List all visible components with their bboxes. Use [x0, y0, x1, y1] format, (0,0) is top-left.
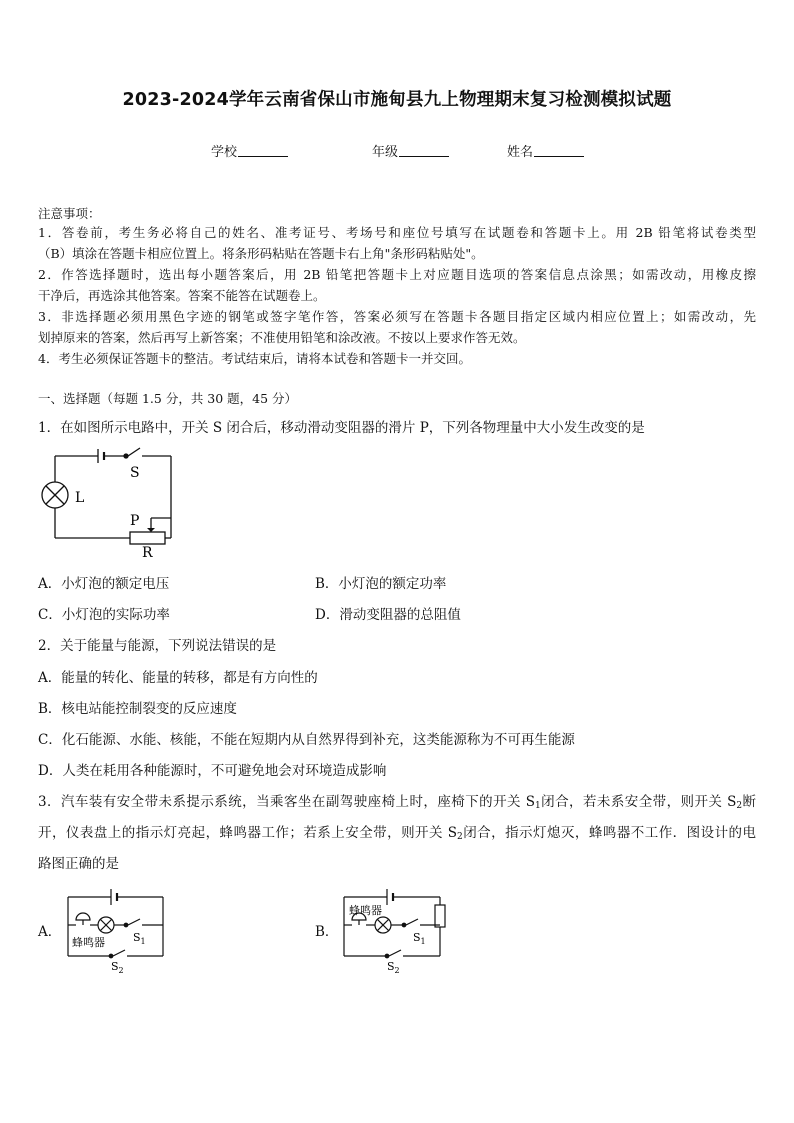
q1-option-a: A．小灯泡的额定电压: [38, 576, 170, 592]
grade-blank: [399, 144, 449, 157]
name-field: [507, 141, 584, 160]
switch-s2-label: $S_2$: [111, 960, 124, 975]
name-blank: [534, 144, 584, 157]
question-2-stem: 2．关于能量与能源，下列说法错误的是: [38, 638, 277, 654]
school-blank: [238, 144, 288, 157]
subscript: 2: [736, 801, 743, 811]
buzzer-label: 蜂鸣器: [349, 904, 382, 917]
subscript: 1: [534, 801, 541, 811]
notice-line: （B）填涂在答题卡相应位置上。将条形码粘贴在答题卡右上角"条形码粘贴处"。: [38, 246, 484, 261]
question-3-line-2: 开，仪表盘上的指示灯亮起，蜂鸣器工作；若系上安全带，则开关 $S_2$闭合，指示灯熄灭，蜂鸣器不工作．图设计的电: [38, 825, 757, 842]
switch-s-label: S: [130, 465, 140, 481]
school-label: 学校: [211, 145, 238, 160]
q1-option-c: C．小灯泡的实际功率: [38, 607, 170, 623]
switch-s1-label: $S_1$: [133, 931, 146, 946]
grade-field: [372, 141, 449, 160]
notice-line: 4．考生必须保证答题卡的整洁。考试结束后，请将本试卷和答题卡一并交回。: [38, 351, 471, 366]
q1-circuit-diagram: [38, 447, 178, 562]
question-3-line-3: 路图正确的是: [38, 856, 119, 872]
question-3-line-1: 3．汽车装有安全带未系提示系统，当乘客坐在副驾驶座椅上时，座椅下的开关 $S_1$闭合，若未系安全带，则开关 $S_2$断: [38, 794, 757, 811]
lamp-l-label: L: [75, 490, 85, 506]
rheostat-r-label: R: [142, 545, 153, 561]
page-title: 2023-2024学年云南省保山市施甸县九上物理期末复习检测模拟试题: [122, 90, 672, 110]
name-label: 姓名: [507, 145, 534, 160]
slider-p-label: P: [130, 513, 140, 529]
switch-s2-label: $S_2$: [387, 960, 400, 975]
buzzer-label: 蜂鸣器: [72, 936, 105, 949]
q2-option-b: B．核电站能控制裂变的反应速度: [38, 701, 237, 717]
q1-option-b: B．小灯泡的额定功率: [315, 576, 447, 592]
section-heading: 一、选择题（每题 1.5 分，共 30 题，45 分）: [38, 391, 298, 406]
q2-option-d: D．人类在耗用各种能源时，不可避免地会对环境造成影响: [38, 763, 387, 779]
subscript: 2: [457, 832, 463, 842]
grade-label: 年级: [372, 145, 399, 160]
q3-circuit-b: [340, 883, 450, 975]
notice-line: 3．非选择题必须用黑色字迹的钢笔或签字笔作答，答案必须写在答题卡各题目指定区域内相应位置上；如需改动，先: [38, 309, 756, 324]
notice-line: 1．答卷前，考生务必将自己的姓名、准考证号、考场号和座位号填写在试题卷和答题卡上。用 2B 铅笔将试卷类型: [38, 225, 756, 240]
q2-option-a: A．能量的转化、能量的转移，都是有方向性的: [38, 670, 318, 686]
notice-heading: 注意事项：: [38, 206, 101, 221]
question-1-stem: 1．在如图所示电路中，开关 S 闭合后，移动滑动变阻器的滑片 P，下列各物理量中大小发生改变的是: [38, 420, 645, 436]
school-field: [211, 141, 288, 160]
q2-option-c: C．化石能源、水能、核能，不能在短期内从自然界得到补充，这类能源称为不可再生能源: [38, 732, 575, 748]
switch-s1-label: $S_1$: [413, 931, 426, 946]
q3-circuit-a: [62, 883, 172, 975]
q3-option-a-label: A．: [38, 924, 62, 940]
q3-option-b-label: B．: [315, 924, 339, 940]
notice-line: 划掉原来的答案，然后再写上新答案；不准使用铅笔和涂改液。不按以上要求作答无效。: [38, 330, 526, 345]
q1-option-d: D．滑动变阻器的总阻值: [315, 607, 461, 623]
notice-line: 2．作答选择题时，选出每小题答案后，用 2B 铅笔把答题卡上对应题目选项的答案信息点涂黑；如需改动，用橡皮擦: [38, 267, 756, 282]
notice-line: 干净后，再选涂其他答案。答案不能答在试题卷上。: [38, 288, 326, 303]
